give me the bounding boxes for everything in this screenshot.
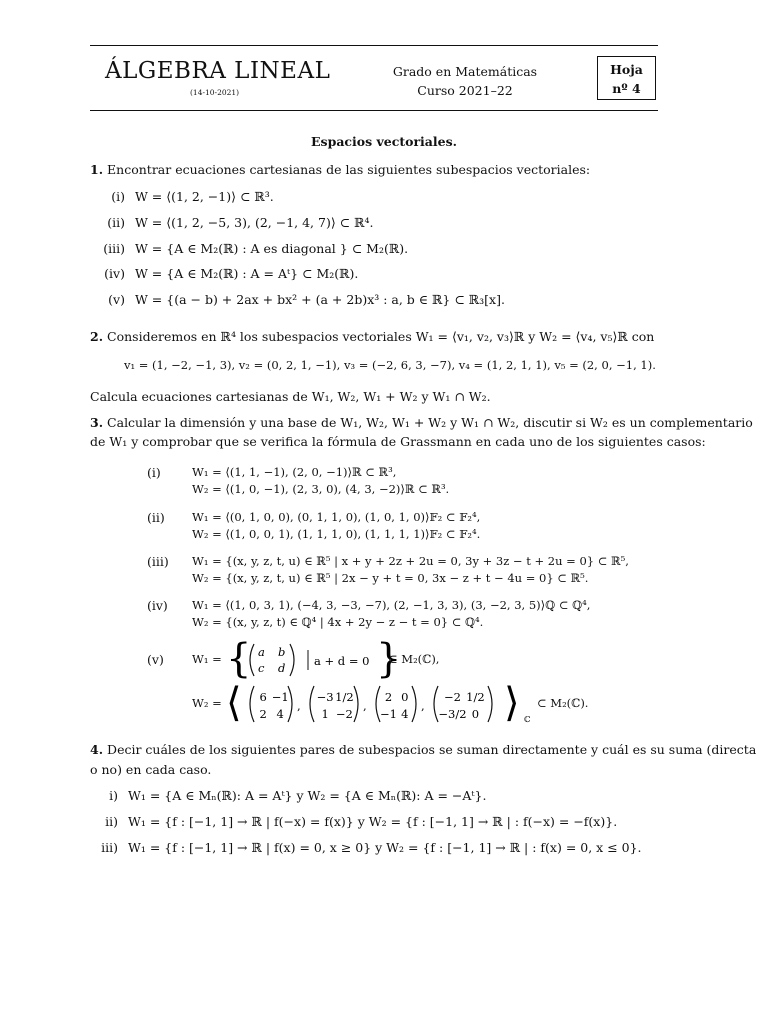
- item-label: (iii): [103, 241, 125, 256]
- problem-4-item: [98, 840, 642, 855]
- w1-c: c: [258, 661, 265, 675]
- item-text: W₁ = {A ∈ Mₙ(ℝ): A = Aᵗ} y W₂ = {A ∈ Mₙ(ℝ): A = −Aᵗ}.: [127, 788, 487, 803]
- matrix-entry: 0: [471, 707, 480, 721]
- case-label: (iii): [147, 554, 169, 569]
- item-text: W₁ = {f : [−1, 1] → ℝ | f(x) = 0, x ≥ 0} y W₂ = {f : [−1, 1] → ℝ | : f(x) = 0, x ≤ 0}.: [127, 840, 642, 855]
- problem-1-item: [95, 266, 358, 281]
- case-w2: W₂ = {(x, y, z, t) ∈ ℚ⁴ | 4x + 2y − z − t = 0} ⊂ ℚ⁴.: [192, 615, 484, 629]
- left-angle: ⟨: [226, 680, 242, 726]
- matrix-right-paren: [488, 686, 492, 722]
- item-text: W₁ = {f : [−1, 1] → ℝ | f(−x) = f(x)} y W₂ = {f : [−1, 1] → ℝ | : f(−x) = −f(x)}.: [127, 814, 618, 829]
- problem-1-number: 1.: [90, 162, 104, 177]
- item-text: W = {(a − b) + 2ax + bx² + (a + 2b)x³ : a, b ∈ ℝ} ⊂ ℝ₃[x].: [134, 292, 505, 307]
- problem-4-item: [102, 814, 617, 829]
- problem-3-number: 3.: [90, 415, 104, 430]
- case-w2: W₂ = {(x, y, z, t, u) ∈ ℝ⁵ | 2x − y + t = 0, 3x − z + t − 4u = 0} ⊂ ℝ⁵.: [192, 571, 589, 585]
- problem-3-text: Calcular la dimensión y una base de W₁, W₂, W₁ + W₂ y W₁ ∩ W₂, discutir si W₂ es un complementario: [107, 415, 753, 430]
- problem-1-item: [104, 189, 274, 204]
- matrix-entry: 1/2: [335, 690, 354, 704]
- degree-name: Grado en Matemáticas: [392, 64, 538, 79]
- matrix-entry: 4: [276, 707, 284, 721]
- section-title: Espacios vectoriales.: [311, 134, 457, 149]
- case5-w1-lhs: W₁ =: [192, 652, 222, 666]
- case5-w2-lhs: W₂ =: [192, 696, 222, 710]
- matrix-right-paren: [354, 686, 358, 722]
- case-w1: W₁ = {(x, y, z, t, u) ∈ ℝ⁵ | x + y + 2z + 2u = 0, 3y + 3z − t + 2u = 0} ⊂ ℝ⁵,: [192, 554, 629, 568]
- problem-1-item: [95, 215, 374, 230]
- separator-comma: ,: [363, 699, 367, 713]
- problem-3-statement: [90, 415, 753, 430]
- w1-condition: a + d = 0: [314, 654, 370, 668]
- case-label: (iv): [147, 598, 168, 613]
- case-w2: W₂ = ⟨(1, 0, −1), (2, 3, 0), (4, 3, −2)⟩ℝ ⊂ ℝ³.: [192, 482, 450, 496]
- degree-info: [380, 62, 550, 100]
- case-label: (v): [147, 652, 164, 667]
- matrix-entry: −3: [316, 690, 334, 704]
- matrix-entry: 1/2: [466, 690, 485, 704]
- sheet-number: nº 4: [612, 81, 641, 96]
- problem-1-statement: [90, 162, 590, 177]
- case5-w1-tail: ⊂ M₂(ℂ),: [388, 652, 440, 666]
- matrix-entry: 4: [401, 707, 409, 721]
- item-text: W = ⟨(1, 2, −1)⟩ ⊂ ℝ³.: [134, 189, 274, 204]
- case5-w2-tail: ⊂ M₂(ℂ).: [537, 696, 589, 710]
- matrix-right-paren: [290, 644, 294, 676]
- separator-comma: ,: [421, 699, 425, 713]
- item-text: W = {A ∈ M₂(ℝ) : A es diagonal } ⊂ M₂(ℝ).: [134, 241, 409, 256]
- problem-4-number: 4.: [90, 742, 104, 757]
- item-label: (i): [111, 189, 125, 204]
- right-angle: ⟩: [504, 680, 520, 726]
- problem-4-text: Decir cuáles de los siguientes pares de subespacios se suman directamente y cuál es su suma (directa: [107, 742, 757, 757]
- item-label: ii): [105, 814, 118, 829]
- item-label: i): [109, 788, 118, 803]
- problem-1-item: [95, 241, 408, 256]
- matrix-entry: 0: [401, 690, 409, 704]
- problem-4-statement: [90, 742, 756, 757]
- item-label: iii): [101, 840, 118, 855]
- matrix-entry: −1: [380, 707, 397, 721]
- matrix-entry: 1: [321, 707, 329, 721]
- case-w1: W₁ = ⟨(0, 1, 0, 0), (0, 1, 1, 0), (1, 0, 1, 0)⟩𝔽₂ ⊂ 𝔽₂⁴,: [192, 510, 481, 524]
- problem-4-text-cont: o no) en cada caso.: [90, 762, 212, 777]
- separator-comma: ,: [297, 699, 301, 713]
- case-w1: W₁ = ⟨(1, 1, −1), (2, 0, −1)⟩ℝ ⊂ ℝ³,: [192, 465, 397, 479]
- matrix-entry: 2: [259, 707, 267, 721]
- problem-1-text: Encontrar ecuaciones cartesianas de las siguientes subespacios vectoriales:: [107, 162, 591, 177]
- problem-4-item: [104, 788, 486, 803]
- matrix-left-paren: [310, 686, 314, 722]
- case-label: (ii): [147, 510, 165, 525]
- sheet-box: [597, 56, 656, 100]
- course-title: ÁLGEBRA LINEAL: [105, 58, 331, 84]
- matrix-entry: −2: [443, 690, 461, 704]
- matrix-entry: −3/2: [438, 707, 467, 721]
- matrix-entry: 2: [384, 690, 393, 704]
- item-text: W = ⟨(1, 2, −5, 3), (2, −1, 4, 7)⟩ ⊂ ℝ⁴.: [134, 215, 374, 230]
- problem-2-number: 2.: [90, 329, 104, 344]
- matrix-entry: −2: [335, 707, 353, 721]
- matrix-entry: −1: [271, 690, 289, 704]
- item-label: (ii): [107, 215, 125, 230]
- case-w2: W₂ = ⟨(1, 0, 0, 1), (1, 1, 1, 0), (1, 1, 1, 1)⟩𝔽₂ ⊂ 𝔽₂⁴.: [192, 527, 481, 541]
- matrix-left-paren: [250, 686, 254, 722]
- course-year: Curso 2021–22: [417, 83, 513, 98]
- date: (14-10-2021): [190, 88, 240, 97]
- sheet-label: Hoja: [610, 62, 643, 77]
- problem-2-statement: [90, 329, 654, 344]
- problem-1-item: [95, 292, 505, 307]
- matrix-entry: 6: [259, 690, 267, 704]
- problem-2-vectors: v₁ = (1, −2, −1, 3), v₂ = (0, 2, 1, −1), v₃ = (−2, 6, 3, −7), v₄ = (1, 2, 1, 1), v₅ = (2, 0, −1, 1).: [124, 358, 656, 372]
- matrix-right-paren: [412, 686, 416, 722]
- case-w1: W₁ = ⟨(1, 0, 3, 1), (−4, 3, −3, −7), (2, −1, 3, 3), (3, −2, 3, 5)⟩ℚ ⊂ ℚ⁴,: [192, 598, 591, 612]
- top-rule: [90, 45, 658, 46]
- w1-d: d: [278, 661, 286, 675]
- case-label: (i): [147, 465, 161, 480]
- item-text: W = {A ∈ M₂(ℝ) : A = Aᵗ} ⊂ M₂(ℝ).: [134, 266, 359, 281]
- w1-a: a: [258, 645, 265, 659]
- w1-b: b: [278, 645, 286, 659]
- problem-2-text: Consideremos en ℝ⁴ los subespacios vectoriales W₁ = ⟨v₁, v₂, v₃⟩ℝ y W₂ = ⟨v₄, v₅⟩ℝ con: [107, 329, 655, 344]
- item-label: (iv): [104, 266, 125, 281]
- problem-3-text-cont: de W₁ y comprobar que se verifica la fórmula de Grassmann en cada uno de los siguientes casos:: [90, 434, 706, 449]
- right-brace: }: [376, 636, 402, 682]
- span-subscript: ℂ: [524, 715, 531, 724]
- case5-w2-expression: [226, 678, 536, 728]
- problem-2-question: Calcula ecuaciones cartesianas de W₁, W₂, W₁ + W₂ y W₁ ∩ W₂.: [90, 389, 491, 404]
- item-label: (v): [108, 292, 125, 307]
- header-bottom-rule: [90, 110, 658, 111]
- left-brace: {: [226, 636, 252, 682]
